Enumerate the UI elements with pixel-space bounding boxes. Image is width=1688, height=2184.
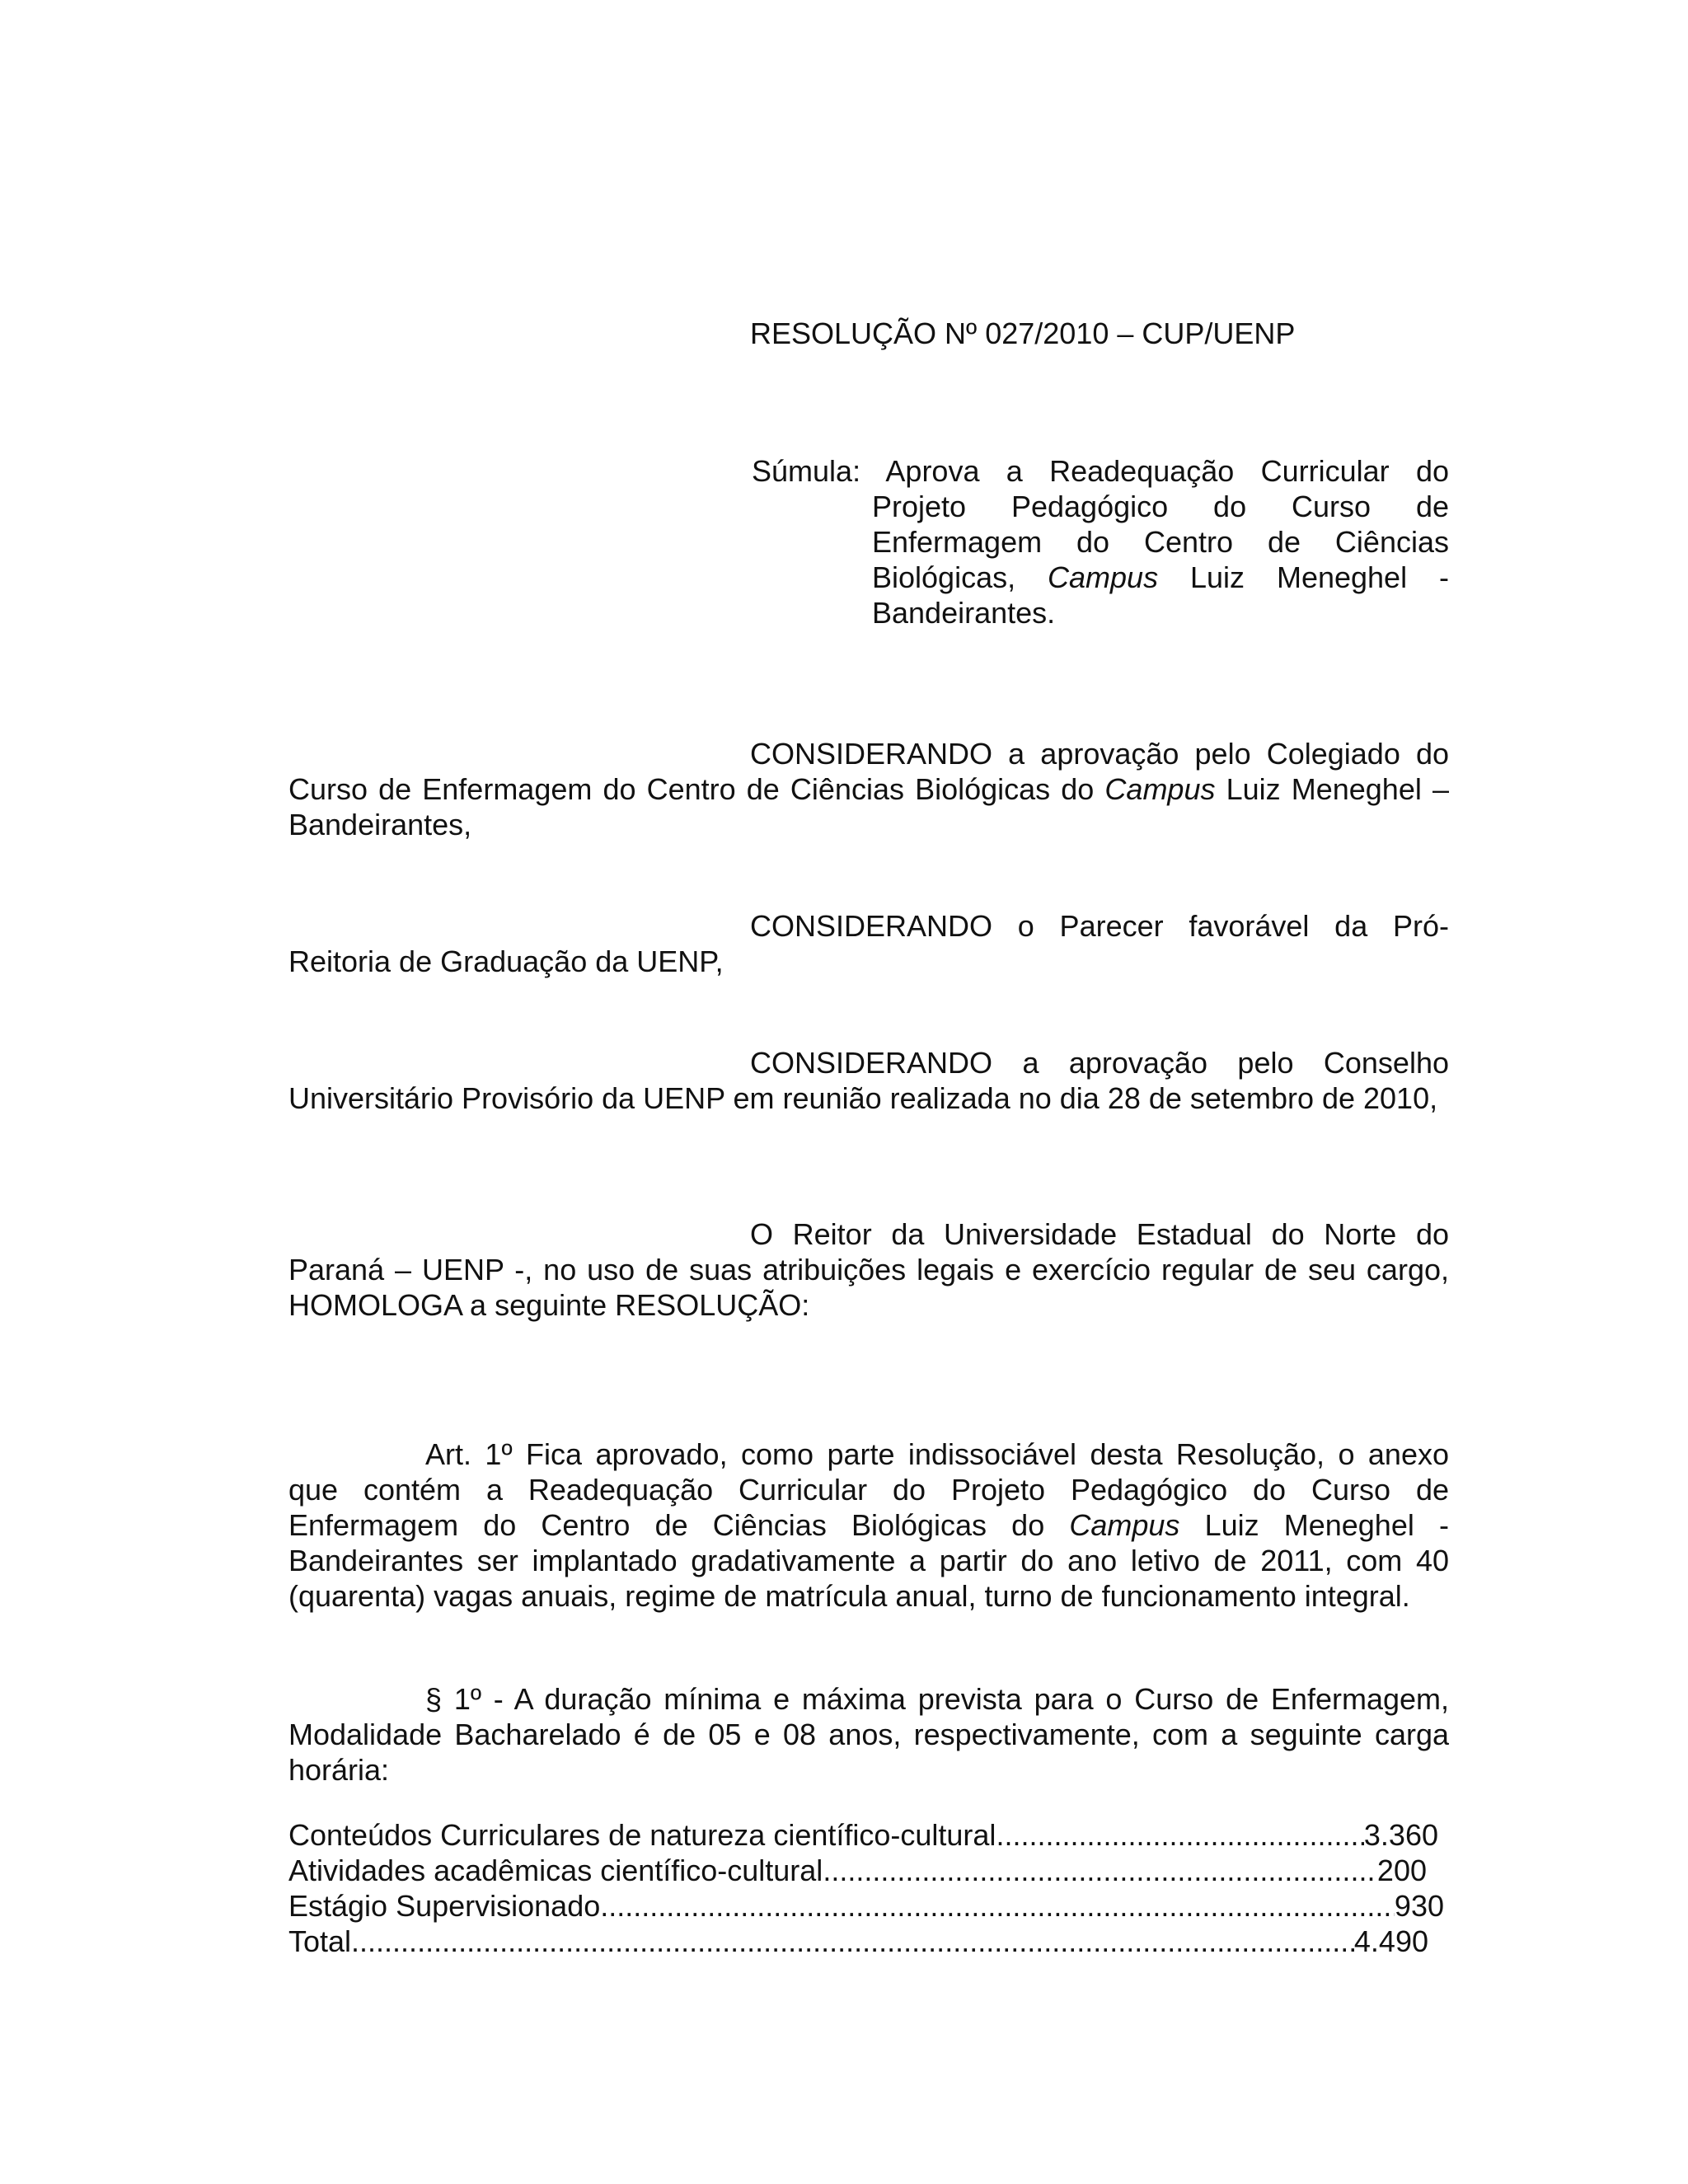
sumula-campus-word: Campus: [1048, 560, 1159, 594]
resolution-title: RESOLUÇÃO Nº 027/2010 – CUP/UENP: [750, 316, 1296, 350]
considerando-parecer: CONSIDERANDO o Parecer favorável da Pró-Reitoria de Graduação da UENP,: [288, 909, 1449, 978]
workload-value: 3.360: [1363, 1818, 1438, 1852]
workload-label: Estágio Supervisionado: [288, 1889, 601, 1923]
considerando-conselho: CONSIDERANDO a aprovação pelo Conselho Universitário Provisório da UENP em reunião realizada no dia 28 de setembro de 2010,: [288, 1046, 1449, 1115]
considerando-1-after: Luiz Meneghel – Bandeirantes,: [288, 772, 1449, 841]
dot-leader: [996, 1817, 1363, 1853]
considerando-1-before: CONSIDERANDO a aprovação pelo Colegiado do Curso de Enfermagem do Centro de Ciências Biológicas do: [288, 737, 1449, 806]
workload-value: 200: [1376, 1854, 1427, 1887]
reitor-homologation: O Reitor da Universidade Estadual do Norte do Paraná – UENP -, no uso de suas atribuições legais e exercício regular de seu cargo, HOMOLOGA a seguinte RESOLUÇÃO:: [288, 1217, 1449, 1322]
dot-leader: [823, 1853, 1377, 1888]
workload-row: [288, 1817, 1438, 1853]
paragraph-1-duration: § 1º - A duração mínima e máxima prevista para o Curso de Enfermagem, Modalidade Bacharelado é de 05 e 08 anos, respectivamente, com a seguinte carga horária:: [288, 1682, 1449, 1787]
sumula-text-after: Luiz Meneghel - Bandeirantes.: [872, 560, 1449, 630]
dot-leader: [351, 1924, 1354, 1959]
sumula-text: [752, 453, 1449, 630]
workload-label: Conteúdos Curriculares de natureza científico-cultural: [288, 1818, 996, 1852]
workload-value: 930: [1394, 1889, 1444, 1923]
workload-table: [288, 1817, 1442, 1959]
sumula-text-before: Aprova a Readequação Curricular do Projeto Pedagógico do Curso de Enfermagem do Centro de Ciências Biológicas,: [872, 454, 1449, 594]
workload-label: Atividades acadêmicas científico-cultural: [288, 1854, 823, 1887]
art1-campus: Campus: [1069, 1508, 1180, 1542]
dot-leader: [600, 1888, 1395, 1924]
workload-row-total: [288, 1924, 1428, 1959]
art1-after: Luiz Meneghel - Bandeirantes ser implantado gradativamente a partir do ano letivo de 2011, com 40 (quarenta) vagas anuais, regime de matrícula anual, turno de funcionamento integral.: [288, 1508, 1449, 1613]
art1-before: Art. 1º Fica aprovado, como parte indissociável desta Resolução, o anexo que contém a Readequação Curricular do Projeto Pedagógico do Curso de Enfermagem do Centro de Ciências Biológicas do: [288, 1437, 1449, 1542]
considerando-1-campus: Campus: [1104, 772, 1216, 806]
considerando-colegiado: [288, 736, 1449, 842]
workload-row: [288, 1853, 1427, 1888]
sumula-block: [750, 453, 1449, 630]
workload-row: [288, 1888, 1444, 1924]
article-1: [288, 1436, 1449, 1614]
sumula-label: Súmula:: [752, 454, 861, 488]
workload-label: Total: [288, 1924, 352, 1958]
workload-value: 4.490: [1353, 1924, 1428, 1958]
